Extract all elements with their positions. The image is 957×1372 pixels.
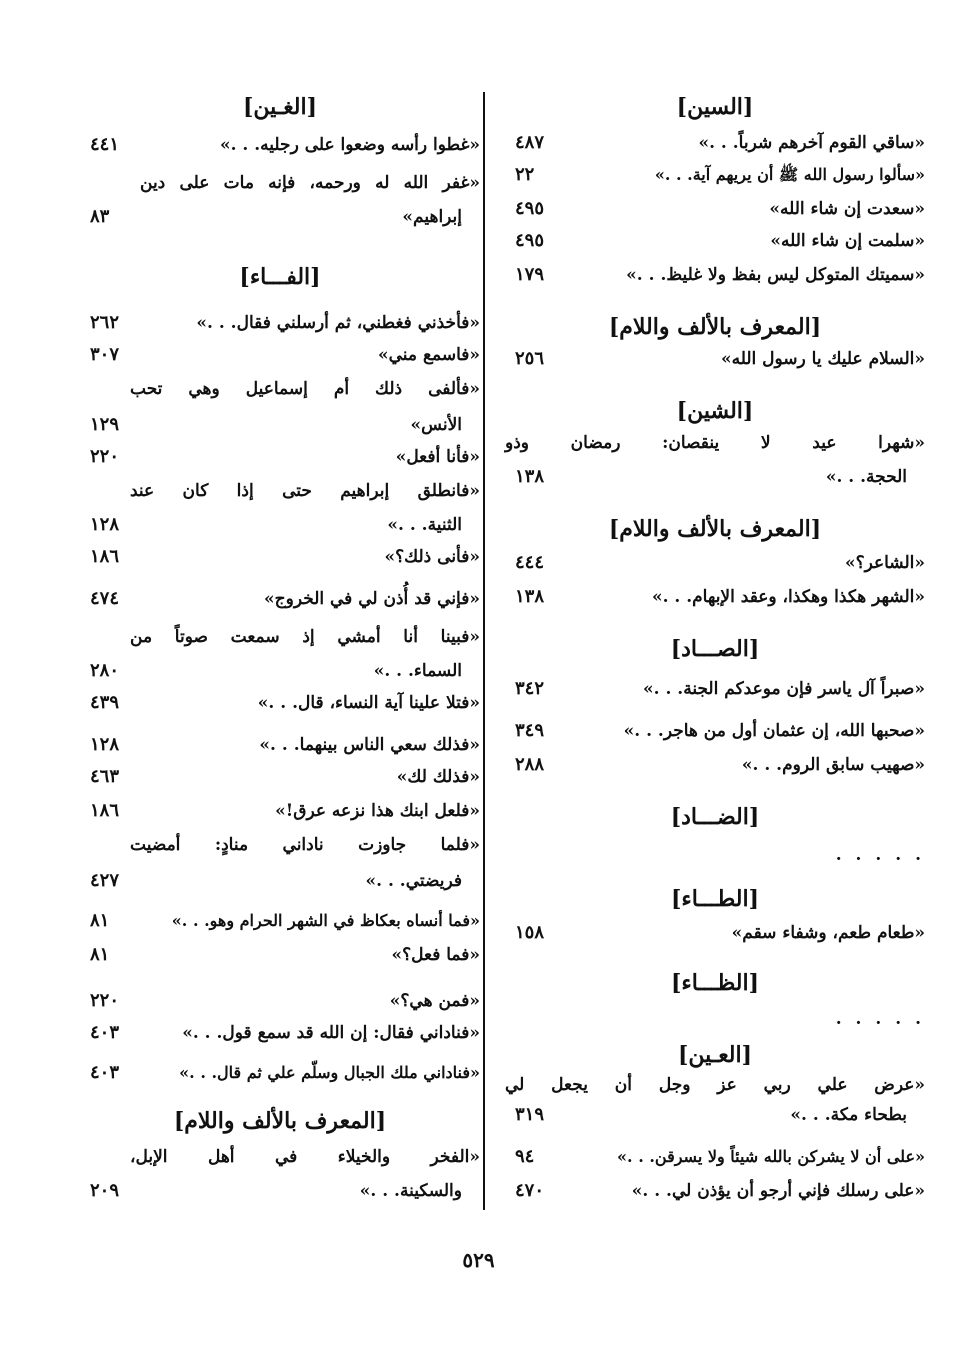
section-heading-za: [الظـــاء] (670, 970, 760, 996)
section-heading-fa: [الفـــاء] (239, 264, 321, 290)
section-heading-sad: [الصـــاد] (670, 636, 760, 662)
entry-page: ٨٣ (90, 206, 110, 227)
entry-page: ٤٣٩ (90, 692, 120, 713)
section-heading-seen: [السين] (676, 94, 754, 120)
entry-page: ٤٨٧ (515, 132, 545, 153)
entry-page: ١٨٦ (90, 800, 120, 821)
section-heading-marif: [المعرف بالألف واللام] (608, 516, 822, 542)
entry-text: والسكينة. . .» (359, 1181, 462, 1201)
section-heading-ghain: [الغـين] (242, 94, 318, 120)
entry-page: ١٢٩ (90, 414, 120, 435)
right-column (505, 0, 925, 1372)
entry-page: ٢٦٢ (90, 312, 120, 333)
entry-text: «سلمت إن شاء الله» (770, 231, 925, 251)
entry-page: ٢٢ (515, 164, 535, 185)
entry-page: ٢٥٦ (515, 348, 545, 369)
entry-text: «فأخذني فغطني، ثم أرسلني فقال. . .» (196, 313, 480, 333)
entry-text: «فذلك لك» (396, 767, 480, 787)
entry-text: «عرض علي ربي عز وجل أن يجعل لي (505, 1075, 925, 1095)
entry-page: ٤٧٤ (90, 588, 120, 609)
entry-text: «فبينا أنا أمشي إذ سمعت صوتاً من (130, 627, 480, 647)
entry-page: ٤٧٠ (515, 1180, 545, 1201)
entry-page: ٤٢٧ (90, 870, 120, 891)
entry-page: ٢٠٩ (90, 1180, 120, 1201)
entry-page: ١٣٨ (515, 466, 545, 487)
column-divider (483, 92, 485, 1210)
entry-text: «الشاعر؟» (844, 553, 925, 573)
entry-page: ٤٩٥ (515, 198, 545, 219)
entry-page: ٨١ (90, 910, 110, 931)
entry-text: «صهيب سابق الروم. . .» (741, 755, 925, 775)
entry-page: ٣٤٩ (515, 720, 545, 741)
entry-text: «الشهر هكذا وهكذا، وعقد الإبهام. . .» (651, 587, 925, 607)
entry-text: «سميتك المتوكل ليس بفظ ولا غليظ. . .» (626, 265, 925, 285)
entry-text: إبراهيم» (402, 207, 462, 227)
entry-page: ٣١٩ (515, 1104, 545, 1125)
entry-text: «فناداني فقال: إن الله قد سمع قول. . .» (182, 1023, 480, 1043)
entry-text: «فأنا أفعل» (395, 447, 480, 467)
entry-text: فريضتي. . .» (365, 871, 462, 891)
entry-text: «فتلا علينا آية النساء، قال. . .» (257, 693, 480, 713)
entry-text: «غفر الله له ورحمه، فإنه مات على دين (140, 173, 480, 193)
section-heading-sheen: [الشين] (676, 398, 754, 424)
entry-text: «فانطلق إبراهيم حتى إذا كان عند (130, 481, 480, 501)
entry-text: «فمن هي؟» (389, 991, 480, 1011)
entry-text: «على رسلك فإني أرجو أن يؤذن لي. . .» (631, 1181, 925, 1201)
entry-page: ٤٦٣ (90, 766, 120, 787)
entry-text: «فما فعل؟» (391, 945, 480, 965)
dots: . . . . . (835, 845, 925, 865)
entry-text: «طعام طعم، وشفاء سقم» (731, 923, 925, 943)
entry-text: «فذلك سعي الناس بينهما. . .» (259, 735, 480, 755)
entry-page: ١٨٦ (90, 546, 120, 567)
entry-page: ١٥٨ (515, 922, 545, 943)
entry-text: «شهرا عيد لا ينقصان: رمضان وذو (505, 433, 925, 453)
entry-text: «فناداني ملك الجبال وسلّم علي ثم قال. . .» (179, 1063, 480, 1082)
entry-page: ٤٤٤ (515, 552, 545, 573)
section-heading-ain: [العـين] (677, 1042, 753, 1068)
entry-text: «فاسمع مني» (378, 345, 480, 365)
entry-page: ١٢٨ (90, 734, 120, 755)
entry-page: ٤٠٣ (90, 1022, 120, 1043)
entry-text: «فألفى ذلك أم إسماعيل وهي تحب (130, 379, 480, 399)
entry-text: «الفخر والخيلاء في أهل الإبل، (130, 1147, 480, 1167)
dots: . . . . . (835, 1009, 925, 1029)
entry-text: «غطوا رأسه وضعوا على رجليه. . .» (219, 135, 480, 155)
entry-page: ٩٤ (515, 1146, 535, 1167)
entry-page: ٢٢٠ (90, 446, 120, 467)
entry-page: ١٧٩ (515, 264, 545, 285)
entry-text: «فلما جاوزت ناداني منادٍ: أمضيت (130, 835, 480, 855)
left-column (80, 0, 480, 1372)
entry-text: الثنية. . .» (387, 515, 462, 535)
entry-text: الأنس» (410, 415, 462, 435)
entry-text: «صحبها الله، إن عثمان أول من هاجر. . .» (623, 721, 925, 741)
entry-text: «على أن لا يشركن بالله شيئاً ولا يسرقن. . .» (617, 1147, 925, 1166)
entry-text: «سعدت إن شاء الله» (769, 199, 925, 219)
entry-page: ٤٤١ (90, 134, 120, 155)
entry-text: «فما أنساه بعكاظ في الشهر الحرام وهو. . .» (171, 911, 480, 930)
entry-page: ٢٨٨ (515, 754, 545, 775)
entry-page: ٢٢٠ (90, 990, 120, 1011)
entry-text: «فأنى ذلك؟» (384, 547, 480, 567)
section-heading-marif: [المعرف بالألف واللام] (608, 314, 822, 340)
section-heading-marif: [المعرف بالألف واللام] (173, 1108, 387, 1134)
entry-page: ٤٠٣ (90, 1062, 120, 1083)
entry-text: «فلعل ابنك هذا نزعه عرق!» (275, 801, 480, 821)
entry-page: ٤٩٥ (515, 230, 545, 251)
entry-page: ٣٠٧ (90, 344, 120, 365)
entry-text: بطحاء مكة. . .» (790, 1105, 907, 1125)
section-heading-ta: [الطـــاء] (670, 886, 760, 912)
entry-text: «صبراً آل ياسر فإن موعدكم الجنة. . .» (643, 679, 925, 699)
entry-text: «سألوا رسول الله ﷺ أن يريهم آية. . .» (654, 165, 925, 184)
entry-text: «فإني قد أُذن لي في الخروج» (264, 589, 480, 609)
entry-text: الحجة. . .» (825, 467, 907, 487)
entry-page: ١٣٨ (515, 586, 545, 607)
entry-text: «ساقي القوم آخرهم شرباً. . .» (698, 133, 925, 153)
entry-text: «السلام عليك يا رسول الله» (720, 349, 925, 369)
entry-page: ١٢٨ (90, 514, 120, 535)
section-heading-dad: [الضـــاد] (670, 804, 760, 830)
page-number: ٥٢٩ (462, 1248, 495, 1272)
entry-text: السماء. . .» (373, 661, 462, 681)
entry-page: ٢٨٠ (90, 660, 120, 681)
entry-page: ٣٤٢ (515, 678, 545, 699)
entry-page: ٨١ (90, 944, 110, 965)
